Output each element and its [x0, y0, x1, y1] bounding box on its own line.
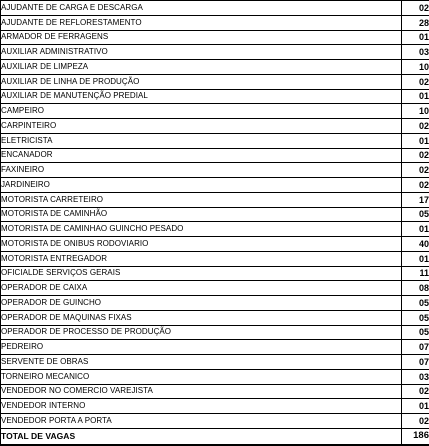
- table-row: [1, 207, 429, 222]
- table-row: [1, 355, 429, 370]
- vacancy-count-cell: 02: [402, 178, 429, 193]
- job-openings-rows: [1, 1, 429, 445]
- table-row: [1, 310, 429, 325]
- table-row: [1, 222, 429, 237]
- vacancy-count-cell: 28: [402, 15, 429, 30]
- vacancy-count-cell: 11: [402, 266, 429, 281]
- total-label: TOTAL DE VAGAS: [1, 428, 402, 445]
- job-title-cell: MOTORISTA ENTREGADOR: [1, 251, 402, 266]
- job-title-cell: JARDINEIRO: [1, 178, 402, 193]
- total-value: 186: [402, 428, 429, 445]
- vacancy-count-cell: 05: [402, 325, 429, 340]
- vacancy-count-cell: 05: [402, 296, 429, 311]
- job-title-cell: OPERADOR DE GUINCHO: [1, 296, 402, 311]
- table-row: [1, 30, 429, 45]
- job-title-cell: FAXINEIRO: [1, 163, 402, 178]
- table-row: [1, 384, 429, 399]
- table-row: [1, 192, 429, 207]
- table-row: [1, 340, 429, 355]
- table-row: [1, 1, 429, 16]
- vacancy-count-cell: 01: [402, 399, 429, 414]
- table-row: [1, 178, 429, 193]
- table-row: [1, 251, 429, 266]
- job-title-cell: CARPINTEIRO: [1, 119, 402, 134]
- table-row: [1, 148, 429, 163]
- table-row: [1, 104, 429, 119]
- table-row: [1, 237, 429, 252]
- vacancy-count-cell: 02: [402, 414, 429, 429]
- job-title-cell: OPERADOR DE MAQUINAS FIXAS: [1, 310, 402, 325]
- vacancy-count-cell: 07: [402, 355, 429, 370]
- vacancy-count-cell: 07: [402, 340, 429, 355]
- vacancy-count-cell: 08: [402, 281, 429, 296]
- job-title-cell: AUXILIAR ADMINISTRATIVO: [1, 45, 402, 60]
- job-title-cell: OPERADOR DE CAIXA: [1, 281, 402, 296]
- job-title-cell: AJUDANTE DE REFLORESTAMENTO: [1, 15, 402, 30]
- vacancy-count-cell: 01: [402, 30, 429, 45]
- job-title-cell: OPERADOR DE PROCESSO DE PRODUÇÃO: [1, 325, 402, 340]
- vacancy-count-cell: 05: [402, 207, 429, 222]
- job-title-cell: SERVENTE DE OBRAS: [1, 355, 402, 370]
- table-row: [1, 369, 429, 384]
- vacancy-count-cell: 02: [402, 163, 429, 178]
- job-title-cell: MOTORISTA DE CAMINHAO GUINCHO PESADO: [1, 222, 402, 237]
- job-title-cell: ARMADOR DE FERRAGENS: [1, 30, 402, 45]
- job-title-cell: AUXILIAR DE LIMPEZA: [1, 60, 402, 75]
- vacancy-count-cell: 03: [402, 369, 429, 384]
- table-row: [1, 325, 429, 340]
- table-row: [1, 414, 429, 429]
- job-title-cell: OFICIALDE SERVIÇOS GERAIS: [1, 266, 402, 281]
- table-row: [1, 60, 429, 75]
- table-row: [1, 74, 429, 89]
- job-title-cell: CAMPEIRO: [1, 104, 402, 119]
- vacancy-count-cell: 05: [402, 310, 429, 325]
- vacancy-count-cell: 10: [402, 104, 429, 119]
- vacancy-count-cell: 03: [402, 45, 429, 60]
- table-row: [1, 281, 429, 296]
- table-row: [1, 399, 429, 414]
- vacancy-count-cell: 02: [402, 74, 429, 89]
- table-row: [1, 119, 429, 134]
- total-row: [1, 428, 429, 445]
- vacancy-count-cell: 01: [402, 133, 429, 148]
- job-title-cell: AUXILIAR DE LINHA DE PRODUÇÃO: [1, 74, 402, 89]
- job-title-cell: AUXILIAR DE MANUTENÇÃO PREDIAL: [1, 89, 402, 104]
- vacancy-count-cell: 02: [402, 119, 429, 134]
- job-title-cell: TORNEIRO MECANICO: [1, 369, 402, 384]
- job-title-cell: VENDEDOR NO COMERCIO VAREJISTA: [1, 384, 402, 399]
- vacancy-count-cell: 02: [402, 1, 429, 16]
- vacancy-count-cell: 40: [402, 237, 429, 252]
- vacancy-count-cell: 17: [402, 192, 429, 207]
- job-title-cell: VENDEDOR INTERNO: [1, 399, 402, 414]
- job-title-cell: MOTORISTA CARRETEIRO: [1, 192, 402, 207]
- vacancy-count-cell: 01: [402, 89, 429, 104]
- table-row: [1, 296, 429, 311]
- table-row: [1, 133, 429, 148]
- vacancy-count-cell: 01: [402, 251, 429, 266]
- table-row: [1, 15, 429, 30]
- table-row: [1, 266, 429, 281]
- table-row: [1, 163, 429, 178]
- vacancy-count-cell: 02: [402, 148, 429, 163]
- job-title-cell: MOTORISTA DE ONIBUS RODOVIARIO: [1, 237, 402, 252]
- vacancy-count-cell: 10: [402, 60, 429, 75]
- job-title-cell: ELETRICISTA: [1, 133, 402, 148]
- table-row: [1, 45, 429, 60]
- table-row: [1, 89, 429, 104]
- job-title-cell: VENDEDOR PORTA A PORTA: [1, 414, 402, 429]
- job-title-cell: MOTORISTA DE CAMINHÃO: [1, 207, 402, 222]
- job-title-cell: AJUDANTE DE CARGA E DESCARGA: [1, 1, 402, 16]
- vacancy-count-cell: 01: [402, 222, 429, 237]
- vacancy-count-cell: 02: [402, 384, 429, 399]
- job-title-cell: PEDREIRO: [1, 340, 402, 355]
- job-title-cell: ENCANADOR: [1, 148, 402, 163]
